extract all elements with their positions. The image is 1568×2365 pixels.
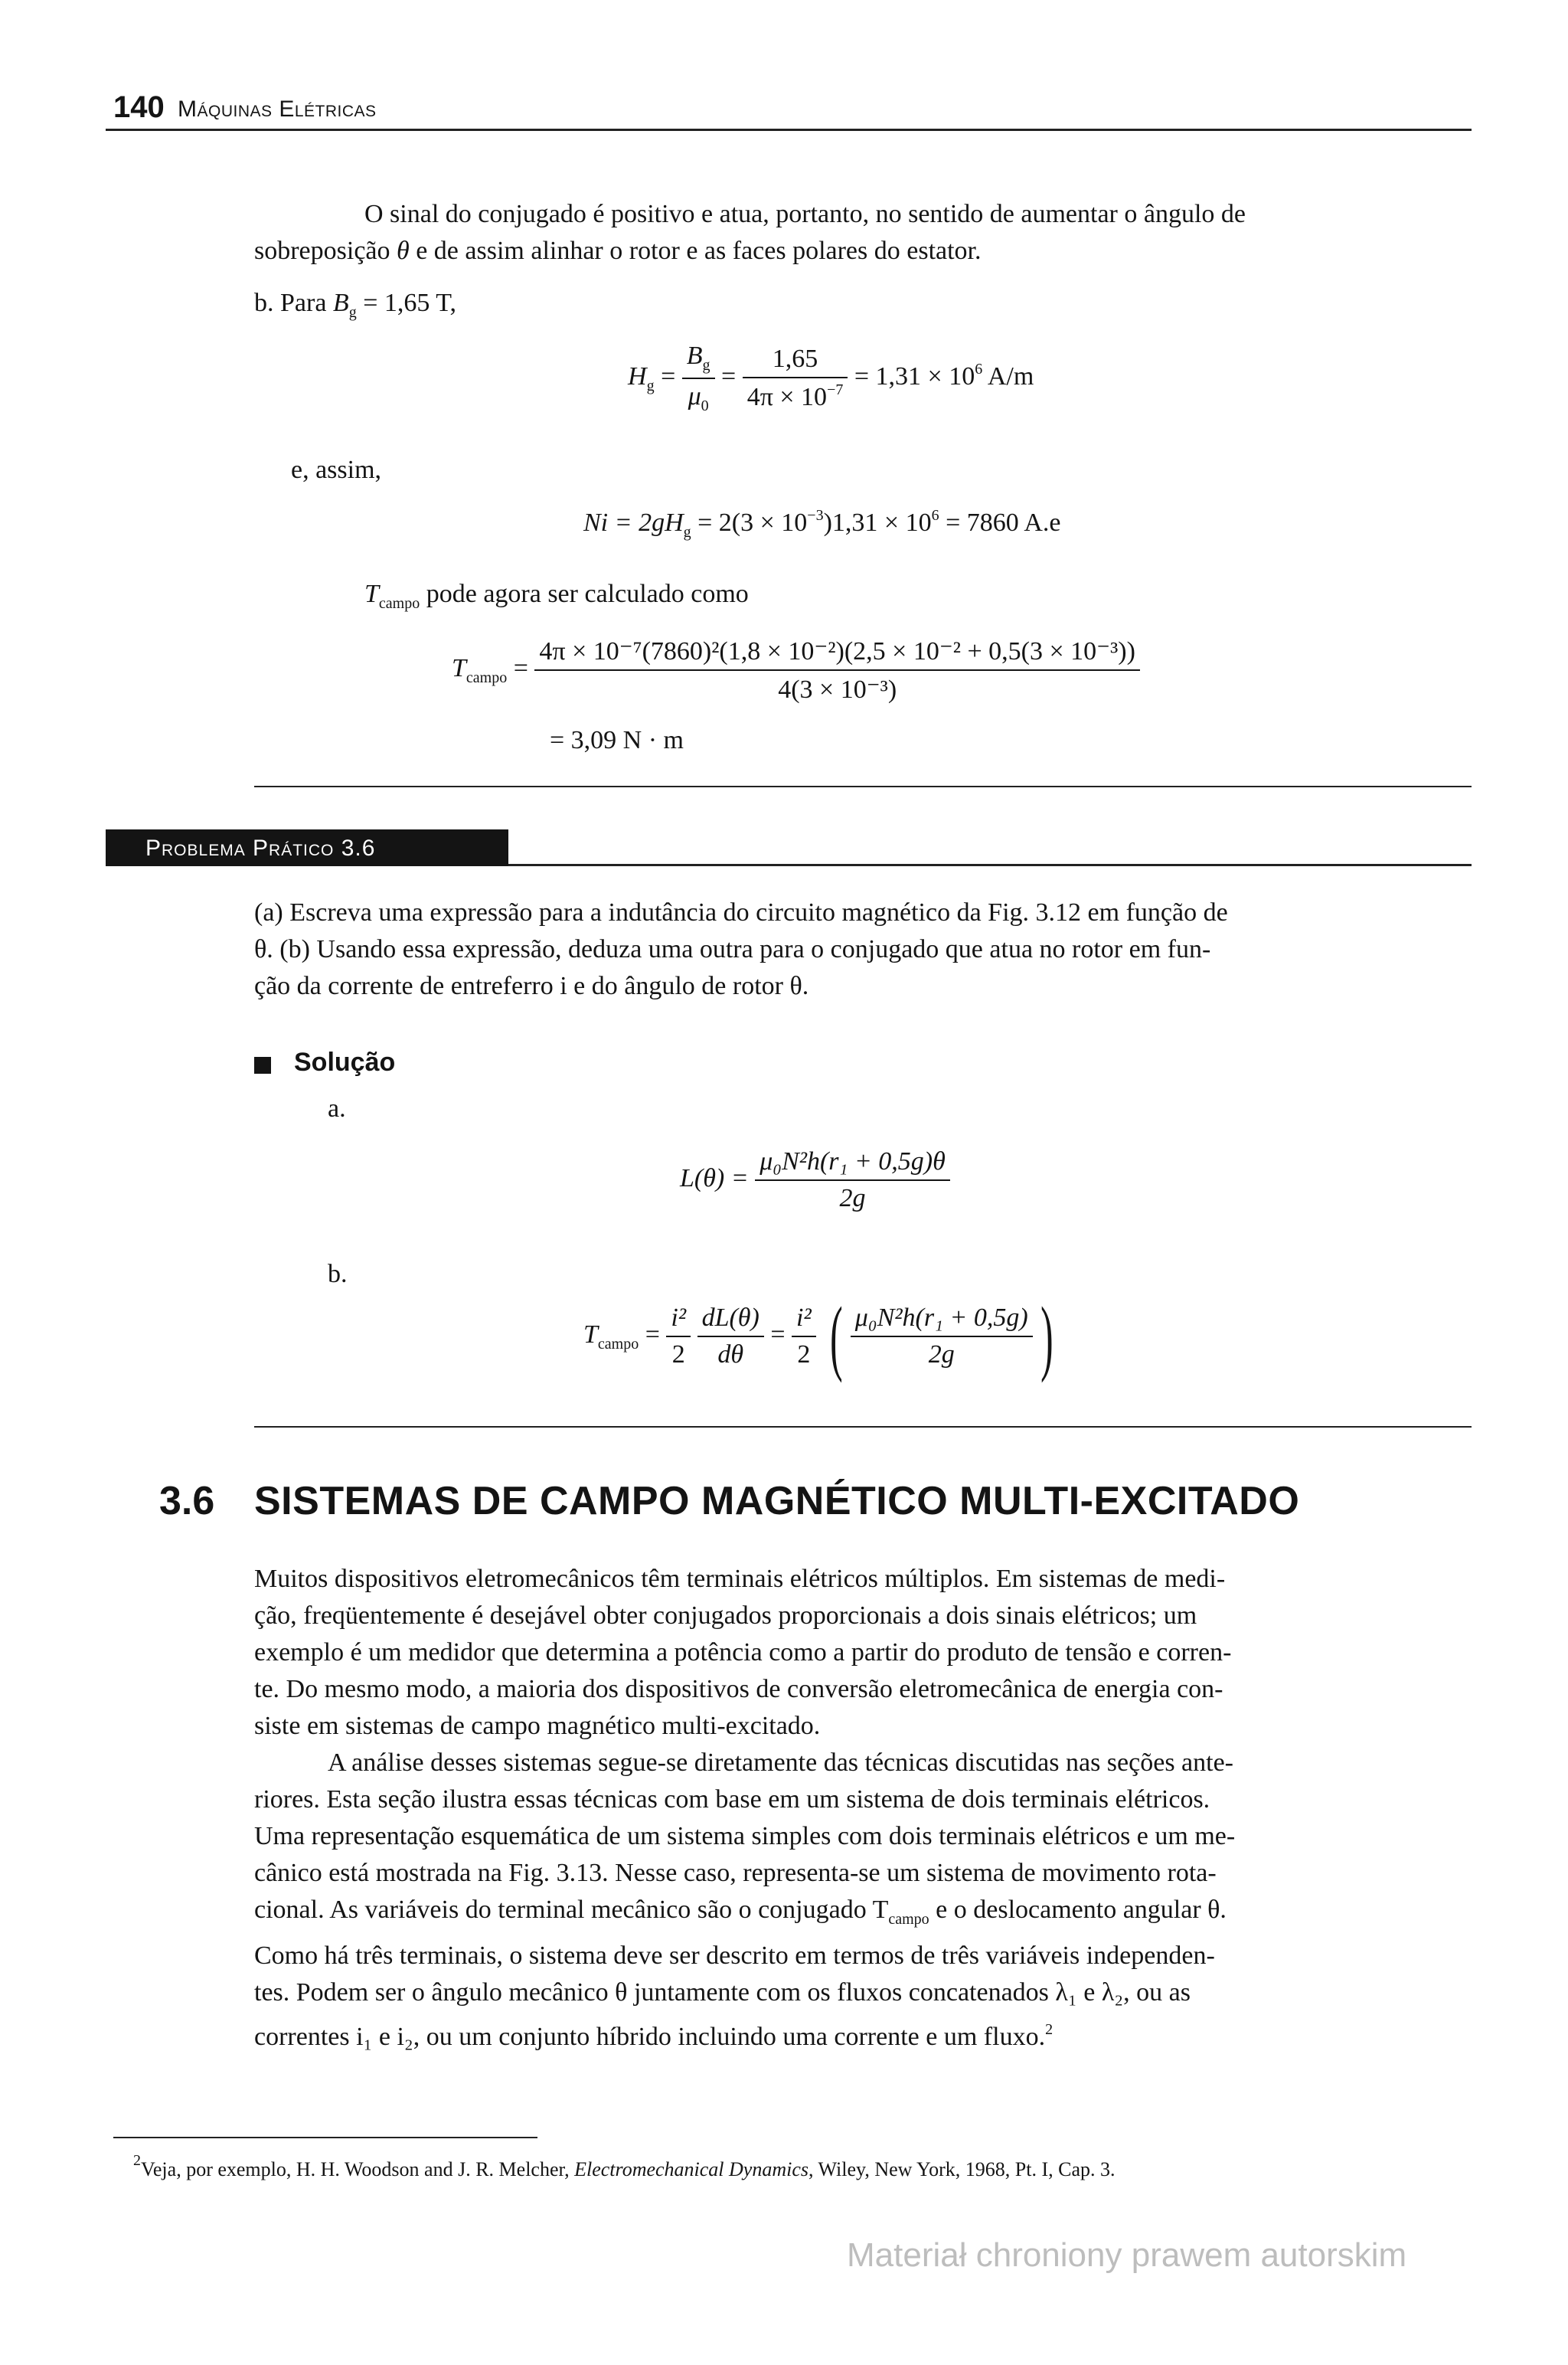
tcampo-subscript: campo xyxy=(378,595,420,612)
t-fraction xyxy=(534,636,1140,705)
ni-result: = 7860 A.e xyxy=(939,509,1061,537)
footnote-marker: 2 xyxy=(133,2152,141,2169)
t-lhs-sub: campo xyxy=(466,669,508,686)
t-numerator: 4π × 10⁻⁷(7860)²(1,8 × 10⁻²)(2,5 × 10⁻² + 0,5(3 × 10⁻³)) xyxy=(534,636,1140,671)
ni-lhs: Ni = 2gH xyxy=(583,509,684,537)
section-number: 3.6 xyxy=(159,1479,215,1523)
hg-unit: A/m xyxy=(982,361,1034,391)
e-assim: e, assim, xyxy=(291,456,382,484)
p2-line-7: tes. Podem ser o ângulo mecânico θ juntamente com os fluxos concatenados λ₁ e λ₂, ou as xyxy=(254,1978,1191,2007)
p2-line-5-text: cional. As variáveis do terminal mecânico são o conjugado T xyxy=(254,1896,889,1924)
td-fraction-1 xyxy=(666,1304,691,1369)
hg-frac1-den-sub: 0 xyxy=(701,397,709,414)
td-f3-num: i² xyxy=(792,1304,816,1337)
b-subscript: g xyxy=(348,304,357,321)
hg-frac2-den: 4π × 10 xyxy=(746,383,828,411)
problem-rule xyxy=(508,864,1472,866)
problem-line-1: (a) Escreva uma expressão para a indutância do circuito magnético da Fig. 3.12 em função de xyxy=(254,898,1228,927)
ni-lhs-sub: g xyxy=(683,524,691,541)
section-paragraph-1 xyxy=(254,1561,1472,1745)
intro-line-1: O sinal do conjugado é positivo e atua, portanto, no sentido de aumentar o ângulo de xyxy=(364,200,1246,228)
hg-fraction-2 xyxy=(743,345,848,412)
p1-line-5: siste em sistemas de campo magnético multi-excitado. xyxy=(254,1712,821,1740)
right-paren: ) xyxy=(1040,1290,1054,1383)
ni-mid: = 2(3 × 10 xyxy=(691,509,808,537)
hg-frac2-den-sup: −7 xyxy=(827,381,844,398)
problem-line-3: ção da corrente de entreferro i e do ângulo de rotor θ. xyxy=(254,972,809,1000)
hg-frac1-num: B xyxy=(686,342,703,370)
page-number: 140 xyxy=(113,90,165,124)
td-f3-den: 2 xyxy=(797,1340,811,1369)
ni-mid2: )1,31 × 10 xyxy=(823,509,932,537)
p1-line-2: ção, freqüentemente é desejável obter conjugados proporcionais a dois sinais elétricos; um xyxy=(254,1601,1197,1630)
hg-lhs: H xyxy=(628,361,647,391)
footnote-text-end: , Wiley, New York, 1968, Pt. I, Cap. 3. xyxy=(808,2158,1116,2180)
equation-hg: $H_g$ = $\frac{B_g}{\mu_0}$ = $\frac{1,65}{4\pi \times 10^{-7}}$ = $1,31 \times 10^6$ A/m xyxy=(628,342,1034,414)
equation-ni xyxy=(583,507,1061,541)
hg-fraction-1 xyxy=(682,342,715,415)
equation-tcampo-result: = 3,09 N · m xyxy=(550,726,684,754)
tcampo-line xyxy=(364,576,749,622)
intro-paragraph xyxy=(254,196,1472,270)
solution-heading-label: Solução xyxy=(294,1048,396,1077)
tcampo-symbol: T xyxy=(364,580,379,608)
solution-a-label: a. xyxy=(328,1094,346,1123)
t-denominator: 4(3 × 10⁻³) xyxy=(778,675,897,704)
td-f4-den: 2g xyxy=(928,1340,955,1369)
td-f2-num: dL(θ) xyxy=(697,1304,764,1337)
hg-lhs-sub: g xyxy=(646,377,655,394)
hg-frac2-num: 1,65 xyxy=(743,345,848,378)
p2-line-1: A análise desses sistemas segue-se diretamente das técnicas discutidas nas seções ante- xyxy=(328,1748,1233,1777)
divider-1 xyxy=(254,786,1472,787)
td-fraction-3 xyxy=(792,1304,816,1369)
running-head: Máquinas Elétricas xyxy=(178,96,377,122)
p2-line-6: Como há três terminais, o sistema deve ser descrito em termos de três variáveis independen- xyxy=(254,1941,1215,1970)
header-rule xyxy=(106,129,1472,131)
problem-line-2: θ. (b) Usando essa expressão, deduza uma outra para o conjugado que atua no rotor em fun- xyxy=(254,935,1211,963)
td-lhs: T xyxy=(583,1320,598,1349)
theta-symbol: θ xyxy=(397,237,410,265)
l-theta-den: 2g xyxy=(839,1184,866,1212)
l-theta-fraction xyxy=(755,1147,950,1213)
solution-b-label: b. xyxy=(328,1260,348,1288)
p2-line-5 xyxy=(254,1892,1472,1938)
td-lhs-sub: campo xyxy=(597,1335,639,1353)
divider-2 xyxy=(254,1426,1472,1428)
ni-mid-sup: −3 xyxy=(807,507,824,524)
footnote-rule xyxy=(113,2137,537,2138)
hg-frac1-den: μ xyxy=(688,382,701,411)
footnote-book-title: Electromechanical Dynamics xyxy=(574,2158,809,2180)
footnote-ref[interactable]: 2 xyxy=(1045,2021,1054,2038)
solution-bullet-icon xyxy=(254,1057,271,1074)
solution-heading xyxy=(294,1048,395,1078)
intro-line-2 xyxy=(254,233,1472,270)
part-b-value: = 1,65 T, xyxy=(356,289,457,317)
section-paragraph-2 xyxy=(254,1745,1472,2056)
problem-banner xyxy=(106,829,508,866)
problem-statement xyxy=(254,895,1472,1005)
footnote xyxy=(133,2152,1116,2181)
footnote-text: Veja, por exemplo, H. H. Woodson and J. R. Melcher, xyxy=(141,2158,575,2180)
p1-line-1: Muitos dispositivos eletromecânicos têm terminais elétricos múltiplos. Em sistemas de medi- xyxy=(254,1565,1226,1593)
p1-line-4: te. Do mesmo modo, a maioria dos dispositivos de conversão eletromecânica de energia con- xyxy=(254,1675,1223,1703)
b-symbol: B xyxy=(332,289,349,317)
hg-result-sup: 6 xyxy=(975,360,983,378)
equation-tcampo: $T_{campo}$ = $\frac{\text{4π × 10⁻⁷(7860)²(1,8 × 10⁻²)(2,5 × 10⁻² + 0,5(3 × 10⁻³))}}{\text{4(3 × 10⁻³)}}$ xyxy=(452,636,1140,705)
hg-frac1-num-sub: g xyxy=(702,357,710,374)
equation-l-theta xyxy=(680,1147,950,1213)
p2-line-2: riores. Esta seção ilustra essas técnicas com base em um sistema de dois terminais elétricos. xyxy=(254,1785,1210,1814)
td-fraction-2 xyxy=(697,1304,764,1369)
p2-line-8-text: correntes i₁ e i₂, ou um conjunto híbrido incluindo uma corrente e um fluxo. xyxy=(254,2023,1046,2051)
ni-mid2-sup: 6 xyxy=(931,507,939,524)
td-fraction-4 xyxy=(851,1304,1033,1369)
equation-t-derivative: $T_{campo}$ = $\frac{\text{i²}}{2}$ $\frac{dL(\theta)}{d\theta}$ = $\frac{\text{i²}}{2}$ ( $\frac{\text{μ₀N²h(r₁ + 0,5g)}}{2g}$ ) xyxy=(583,1290,1054,1383)
l-theta-num: μ₀N²h(r₁ + 0,5g)θ xyxy=(755,1147,950,1181)
watermark: Materiał chroniony prawem autorskim xyxy=(847,2236,1407,2274)
part-b-line xyxy=(254,285,456,331)
tcampo-text: pode agora ser calculado como xyxy=(420,580,749,608)
part-b-label: b. Para xyxy=(254,289,333,317)
p2-line-3: Uma representação esquemática de um sistema simples com dois terminais elétricos e um me- xyxy=(254,1822,1236,1850)
problem-banner-label: Problema Prático 3.6 xyxy=(145,836,376,861)
td-f2-den: dθ xyxy=(717,1340,744,1369)
td-f1-den: 2 xyxy=(671,1340,685,1369)
p2-line-4: cânico está mostrada na Fig. 3.13. Nesse caso, representa-se um sistema de movimento rota- xyxy=(254,1859,1217,1887)
l-theta-lhs: L(θ) = xyxy=(680,1163,749,1192)
p1-line-3: exemplo é um medidor que determina a potência como a partir do produto de tensão e corren- xyxy=(254,1638,1232,1667)
td-f4-num: μ₀N²h(r₁ + 0,5g) xyxy=(851,1304,1033,1337)
td-f1-num: i² xyxy=(666,1304,691,1337)
hg-result: = 1,31 × 10 xyxy=(854,361,975,391)
left-paren: ( xyxy=(830,1290,843,1383)
intro-text-end: e de assim alinhar o rotor e as faces polares do estator. xyxy=(409,237,982,265)
p2-line-8 xyxy=(254,2011,1472,2056)
p2-line-5-sub: campo xyxy=(888,1911,929,1928)
p2-line-5-end: e o deslocamento angular θ. xyxy=(929,1896,1227,1924)
intro-text: sobreposição xyxy=(254,237,397,265)
t-lhs: T xyxy=(452,653,466,682)
section-title: SISTEMAS DE CAMPO MAGNÉTICO MULTI-EXCITADO xyxy=(254,1479,1300,1523)
